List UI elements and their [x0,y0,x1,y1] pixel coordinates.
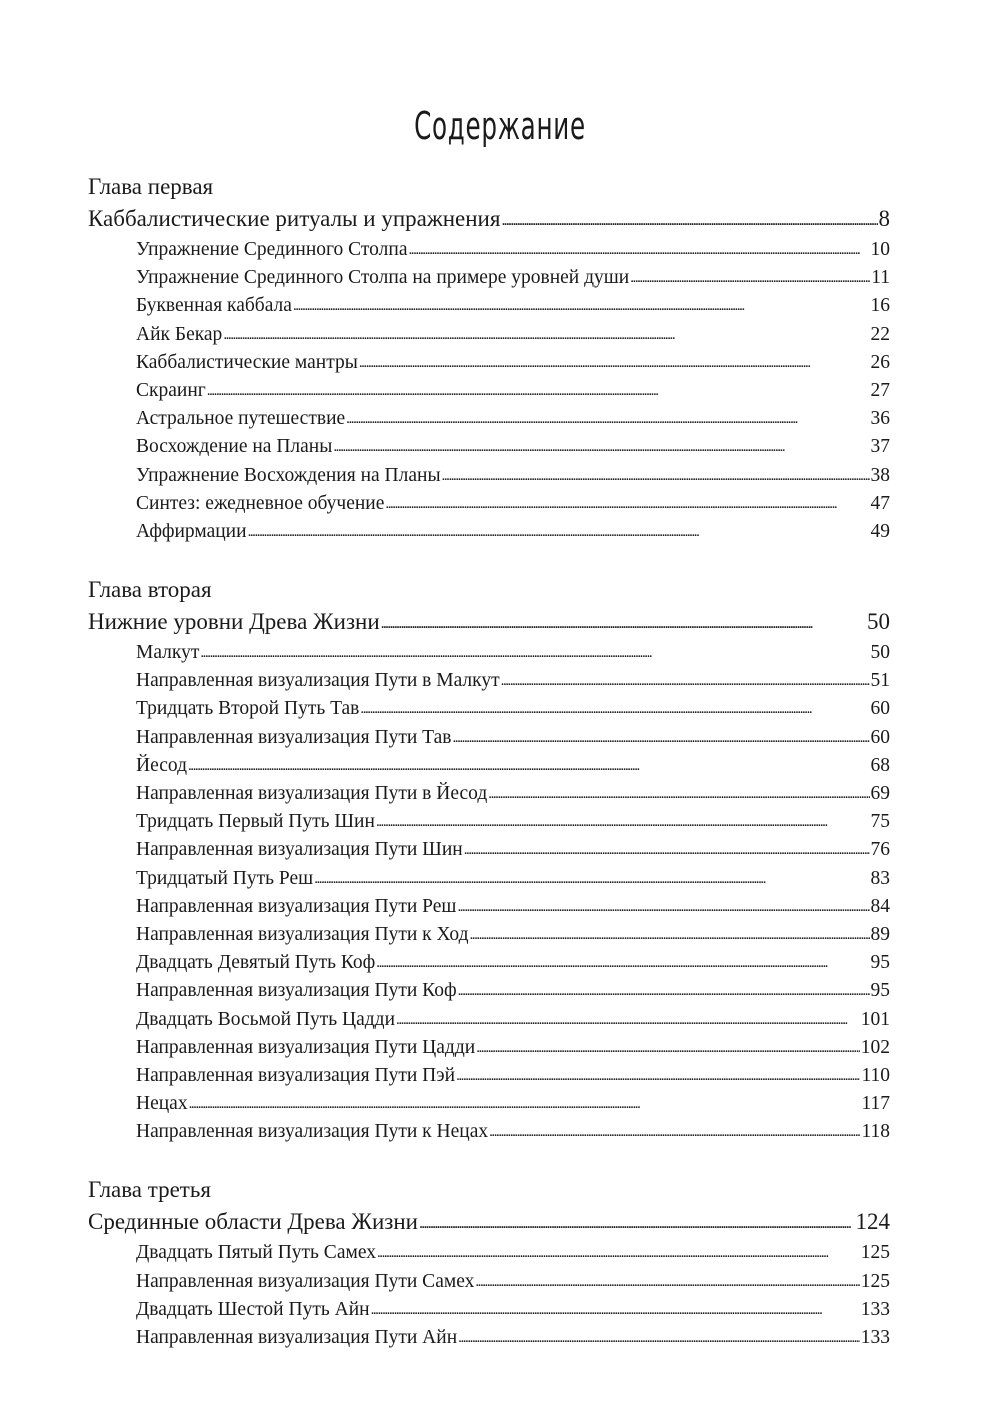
toc-entry-page-number: 68 [870,754,890,776]
toc-entry-title: Направленная визуализация Пути Реш [136,895,457,917]
toc-entry-title: Восхождение на Планы [136,436,333,458]
toc-entry[interactable] [136,724,890,752]
toc-entry-title: Тридцать Первый Путь Шин [136,811,375,833]
dot-leader [470,920,870,949]
toc-entry-page-number: 101 [860,1008,890,1030]
toc-entry[interactable] [136,236,890,264]
toc-entry-title: Упражнение Восхождения на Планы [136,464,441,486]
chapter-section [88,575,890,1146]
toc-entry-title: Йесод [136,754,187,776]
toc-entry-page-number: 133 [860,1298,890,1320]
toc-entry-page-number: 49 [870,520,890,542]
toc-entry-page-number: 125 [860,1270,890,1292]
dot-leader [501,201,877,238]
toc-entry[interactable] [136,865,890,893]
toc-entry-title: Тридцать Второй Путь Тав [136,698,360,720]
dot-leader [464,835,870,864]
toc-entry-page-number: 95 [870,952,890,974]
dot-leader [376,807,870,836]
toc-entry-page-number: 89 [870,923,890,945]
dot-leader [385,489,869,518]
toc-entry[interactable] [136,977,890,1005]
toc-entry-title: Каббалистические мантры [136,351,358,373]
toc-entry[interactable] [136,780,890,808]
dot-leader [501,666,870,695]
chapter-page-number: 8 [878,206,890,231]
toc-entry[interactable] [136,292,890,320]
toc-entry-title: Направленная визуализация Пути в Малкут [136,670,500,692]
chapter-page-number: 50 [867,609,890,635]
dot-leader [346,404,869,433]
toc-entry-page-number: 26 [870,351,890,373]
chapter-label: Глава первая [88,174,214,199]
toc-entry-title: Упражнение Срединного Столпа [136,239,408,260]
dot-leader [476,1033,860,1062]
toc-entry-page-number: 36 [870,408,890,430]
toc-entry-title: Скраинг [136,379,206,401]
dot-leader [314,864,869,893]
chapter-label: Глава вторая [88,577,212,603]
chapter-title-entry[interactable] [88,1205,890,1239]
toc-entry[interactable] [136,667,890,695]
toc-entry[interactable] [136,264,890,292]
toc-entry[interactable] [136,639,890,667]
toc-entry[interactable] [136,1034,890,1062]
table-of-contents [88,172,890,1352]
dot-leader [475,1267,859,1296]
toc-entry-title: Упражнение Срединного Столпа на примере уровней души [136,267,630,289]
toc-entry[interactable] [136,752,890,780]
chapter-title: Нижние уровни Древа Жизни [88,609,380,635]
dot-leader [489,1117,860,1146]
toc-entry-page-number: 27 [870,379,890,401]
toc-entry-page-number: 125 [860,1242,890,1264]
dot-leader [188,751,870,780]
toc-entry-page-number: 84 [870,895,890,917]
toc-entry-title: Направленная визуализация Пути Шин [136,839,463,861]
toc-entry-page-number: 51 [870,670,890,692]
toc-entry[interactable] [136,1296,890,1324]
toc-entry-title: Направленная визуализация Пути Пэй [136,1064,456,1086]
dot-leader [409,235,870,264]
toc-entry[interactable] [136,433,890,461]
toc-entry[interactable] [136,1118,890,1146]
toc-entry-page-number: 117 [861,1093,890,1115]
chapter-title-entry[interactable] [88,202,890,236]
dot-leader [333,432,869,461]
toc-entry[interactable] [136,377,890,405]
toc-entry[interactable] [136,1006,890,1034]
toc-entry-page-number: 16 [870,295,890,317]
toc-entry-page-number: 102 [860,1036,890,1058]
toc-entry[interactable] [136,695,890,723]
toc-entry-title: Направленная визуализация Пути Тав [136,726,452,748]
toc-entry[interactable] [136,349,890,377]
chapter-section [88,172,890,546]
toc-entry-title: Направленная визуализация Пути Коф [136,980,457,1002]
toc-entry[interactable] [136,405,890,433]
entry-list [88,639,890,1146]
toc-entry[interactable] [136,949,890,977]
chapter-title: Каббалистические ритуалы и упражнения [88,206,501,231]
dot-leader [458,976,870,1005]
toc-entry[interactable] [136,1268,890,1296]
toc-entry-page-number: 50 [870,642,890,664]
toc-entry-title: Астральное путешествие [136,408,346,430]
toc-entry-title: Двадцать Пятый Путь Самех [136,1242,376,1264]
toc-entry[interactable] [136,462,890,490]
dot-leader [488,779,869,808]
toc-entry-page-number: 11 [871,267,890,289]
toc-entry-title: Буквенная каббала [136,295,292,317]
toc-entry[interactable] [136,490,890,518]
toc-entry-page-number: 10 [870,239,890,260]
chapter-title-entry[interactable] [88,605,890,639]
dot-leader [458,1323,860,1352]
chapter-label: Глава третья [88,1177,211,1203]
toc-entry-page-number: 69 [870,783,890,804]
dot-leader [630,263,870,292]
toc-entry-title: Направленная визуализация Пути к Нецах [136,1121,489,1143]
page-title: Содержание [414,104,586,148]
toc-entry-title: Аффирмации [136,520,247,542]
toc-entry[interactable] [136,518,890,546]
dot-leader [360,694,869,723]
toc-entry-page-number: 76 [870,839,890,861]
toc-entry-title: Тридцатый Путь Реш [136,867,314,889]
toc-entry-page-number: 118 [861,1121,890,1143]
toc-entry-page-number: 60 [870,726,890,748]
dot-leader [189,1089,861,1118]
toc-entry[interactable] [136,921,890,949]
dot-leader [293,291,870,320]
dot-leader [396,1005,860,1034]
dot-leader [442,461,870,490]
toc-entry-page-number: 60 [870,698,890,720]
dot-leader [456,1061,860,1090]
dot-leader [223,320,869,349]
toc-entry[interactable] [136,1062,890,1090]
toc-entry-page-number: 83 [870,867,890,889]
toc-entry-page-number: 37 [870,436,890,458]
toc-entry[interactable] [136,1239,890,1267]
chapter-title: Срединные области Древа Жизни [88,1209,418,1235]
toc-entry-title: Двадцать Восьмой Путь Цадди [136,1008,396,1030]
toc-entry-page-number: 110 [861,1064,890,1086]
toc-entry-title: Синтез: ежедневное обучение [136,492,385,514]
dot-leader [207,376,870,405]
toc-entry[interactable] [136,893,890,921]
chapter-page-number: 124 [855,1209,890,1235]
dot-leader [376,948,869,977]
dot-leader [200,638,869,667]
toc-entry-title: Направленная визуализация Пути к Ход [136,923,469,945]
dot-leader [359,348,870,377]
dot-leader [371,1295,860,1324]
toc-entry-title: Направленная визуализация Пути в Йесод [136,783,488,804]
toc-entry[interactable] [136,1090,890,1118]
dot-leader [457,892,869,921]
toc-entry-title: Направленная визуализация Пути Самех [136,1270,475,1292]
dot-leader [248,517,870,546]
toc-entry-page-number: 95 [870,980,890,1002]
entry-list [88,236,890,546]
chapter-spacer [88,1146,890,1175]
entry-list [88,1239,890,1352]
dot-leader [381,604,866,641]
toc-entry-title: Направленная визуализация Пути Айн [136,1327,458,1348]
toc-entry-title: Двадцать Шестой Путь Айн [136,1298,370,1320]
toc-entry-title: Направленная визуализация Пути Цадди [136,1036,476,1058]
toc-entry[interactable] [136,1324,890,1352]
toc-entry-title: Двадцать Девятый Путь Коф [136,952,376,974]
toc-entry-page-number: 22 [870,323,890,345]
toc-entry-page-number: 38 [870,464,890,486]
toc-entry-title: Малкут [136,642,200,664]
dot-leader [377,1238,860,1267]
chapter-spacer [88,546,890,575]
toc-entry[interactable] [136,836,890,864]
toc-entry-title: Нецах [136,1093,188,1115]
dot-leader [452,723,869,752]
chapter-section [88,1175,890,1352]
toc-entry-title: Айк Бекар [136,323,223,345]
toc-entry[interactable] [136,808,890,836]
toc-entry-page-number: 75 [870,811,890,833]
toc-entry[interactable] [136,321,890,349]
dot-leader [419,1204,855,1241]
toc-entry-page-number: 133 [860,1327,890,1348]
toc-entry-page-number: 47 [870,492,890,514]
